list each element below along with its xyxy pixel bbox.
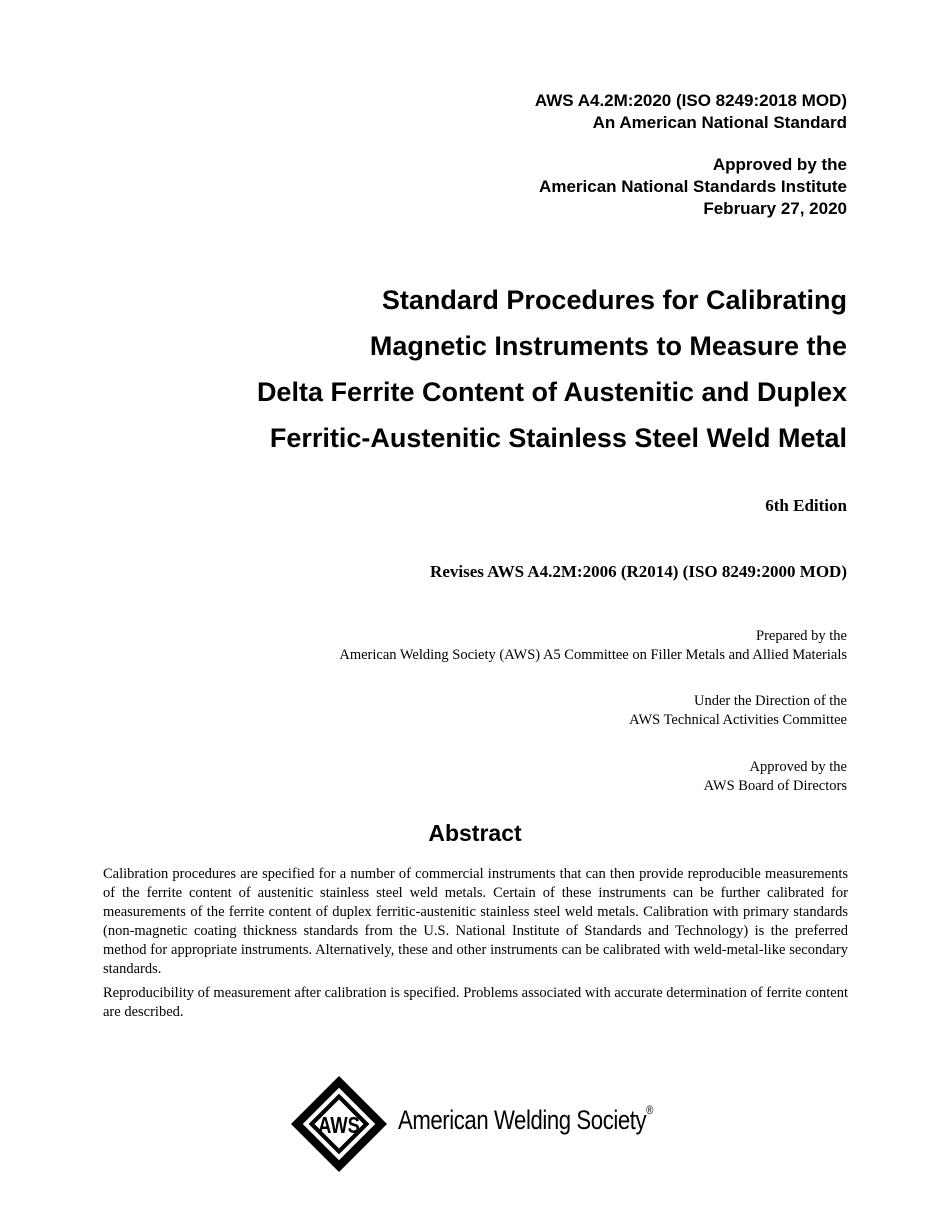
abstract-paragraph-2: Reproducibility of measurement after calibration is specified. Problems associated with accurate determination of ferrite content are described. [103,985,848,1020]
designation-block [535,90,847,134]
board-approval-by: AWS Board of Directors [703,778,847,794]
designation: AWS A4.2M:2020 (ISO 8249:2018 MOD) [534,91,847,110]
registered-mark: ® [646,1103,654,1117]
board-approval-label: Approved by the [749,759,847,775]
title-line-4: Ferritic-Austenitic Stainless Steel Weld Metal [269,423,847,453]
direction-label: Under the Direction of the [693,693,847,709]
revises-note: Revises AWS A4.2M:2006 (R2014) (ISO 8249:2000 MOD) [430,562,847,581]
approval-date: February 27, 2020 [703,199,847,218]
direction-block [629,692,847,730]
standard-type: An American National Standard [592,113,847,132]
title-line-2: Magnetic Instruments to Measure the [369,331,847,361]
abstract-heading: Abstract [428,820,522,846]
title-line-1: Standard Procedures for Calibrating [381,285,847,315]
ansi-approval-block [539,154,847,220]
prepared-by: American Welding Society (AWS) A5 Committee on Filler Metals and Allied Materials [339,647,847,663]
ansi-approval-line2: American National Standards Institute [539,177,847,196]
document-title [87,277,847,461]
abstract-body [103,865,848,1027]
aws-mark: AWS [318,1112,360,1139]
prepared-label: Prepared by the [756,628,847,644]
aws-diamond-icon [290,1075,388,1173]
edition: 6th Edition [765,496,847,515]
ansi-approval-line1: Approved by the [712,155,847,174]
abstract-paragraph-1: Calibration procedures are specified for a number of commercial instruments that can then provide reproducible measurements of the ferrite content of austenitic stainless steel weld metals. Certain of these instruments can be further calibrated for measurements of the ferrite content of duplex ferritic-austenitic stainless steel weld metals. Calibration with primary standards (non-magnetic coating thickness standards from the U.S. National Institute of Standards and Technology) is the preferred method for appropriate instruments. Alternatively, these and other instruments can be calibrated with weld-metal-like secondary standards. [103,866,848,977]
direction-by: AWS Technical Activities Committee [629,712,847,728]
society-name-text: American Welding Society [398,1105,647,1135]
prepared-by-block [339,627,847,665]
aws-logo [290,1075,670,1175]
board-approval-block [704,758,847,796]
society-name [398,1105,653,1136]
title-line-3: Delta Ferrite Content of Austenitic and Duplex [256,377,847,407]
